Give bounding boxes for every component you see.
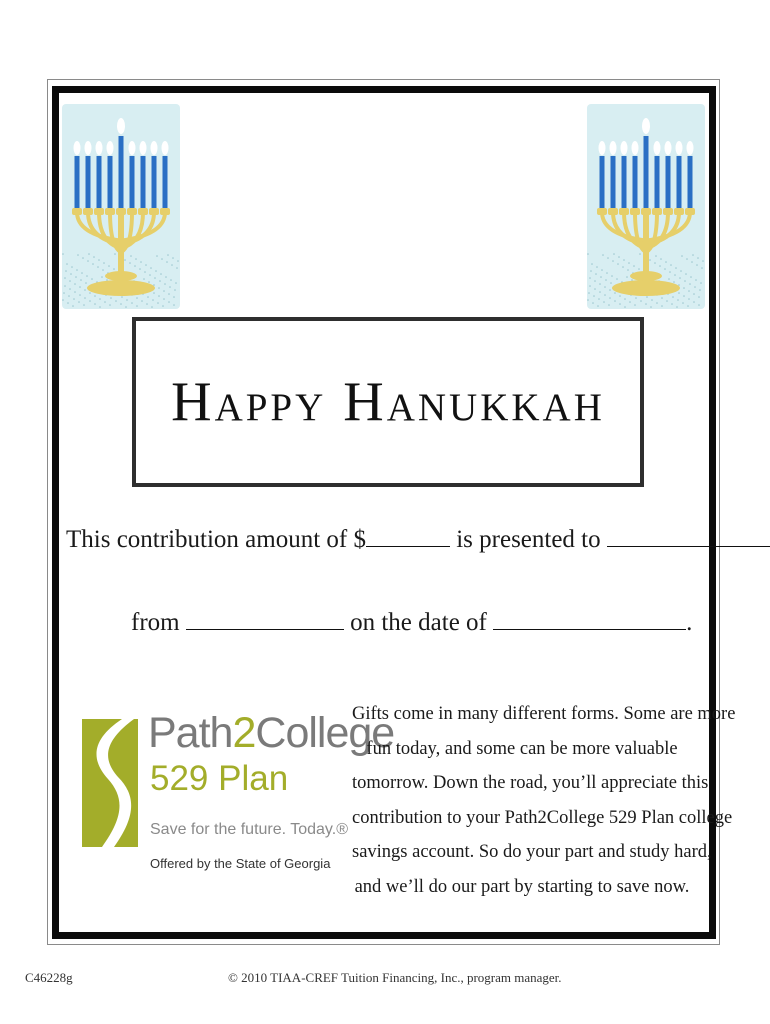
path2college-logo-mark	[82, 719, 138, 847]
message-paragraph	[352, 697, 736, 905]
contribution-label: This contribution amount of $	[66, 526, 366, 553]
message-line: contribution to your Path2College 529 Plan college	[352, 807, 733, 828]
title-box	[132, 317, 644, 487]
date-label: on the date of	[350, 609, 487, 636]
message-line: and we’ll do our part by starting to save now.	[354, 876, 690, 897]
form-code: C46228g	[25, 970, 73, 985]
from-blank[interactable]	[186, 609, 344, 630]
period: .	[686, 609, 693, 636]
logo-tagline: Save for the future. Today.®	[150, 821, 348, 838]
presented-to-label: is presented to	[456, 526, 601, 553]
message-line: tomorrow. Down the road, you’ll appreciate this	[352, 773, 709, 794]
path2college-logo	[82, 709, 395, 875]
message-line: fun today, and some can be more valuable	[366, 738, 678, 759]
amount-blank[interactable]	[366, 526, 450, 547]
date-blank[interactable]	[493, 609, 686, 630]
message-line: savings account. So do your part and study hard,	[352, 842, 712, 863]
logo-offered-by: Offered by the State of Georgia	[150, 856, 331, 871]
logo-name: Path2College	[148, 709, 395, 757]
recipient-blank[interactable]	[607, 526, 770, 547]
from-label: from	[131, 609, 180, 636]
message-line: Gifts come in many different forms. Some are more	[352, 704, 736, 724]
menorah-icon	[62, 104, 180, 309]
from-line	[131, 609, 692, 637]
menorah-icon	[587, 104, 705, 309]
logo-plan: 529 Plan	[150, 759, 289, 798]
certificate-title: Happy Hanukkah	[171, 371, 605, 433]
copyright-notice: © 2010 TIAA-CREF Tuition Financing, Inc., program manager.	[228, 970, 562, 985]
contribution-line	[66, 526, 770, 554]
